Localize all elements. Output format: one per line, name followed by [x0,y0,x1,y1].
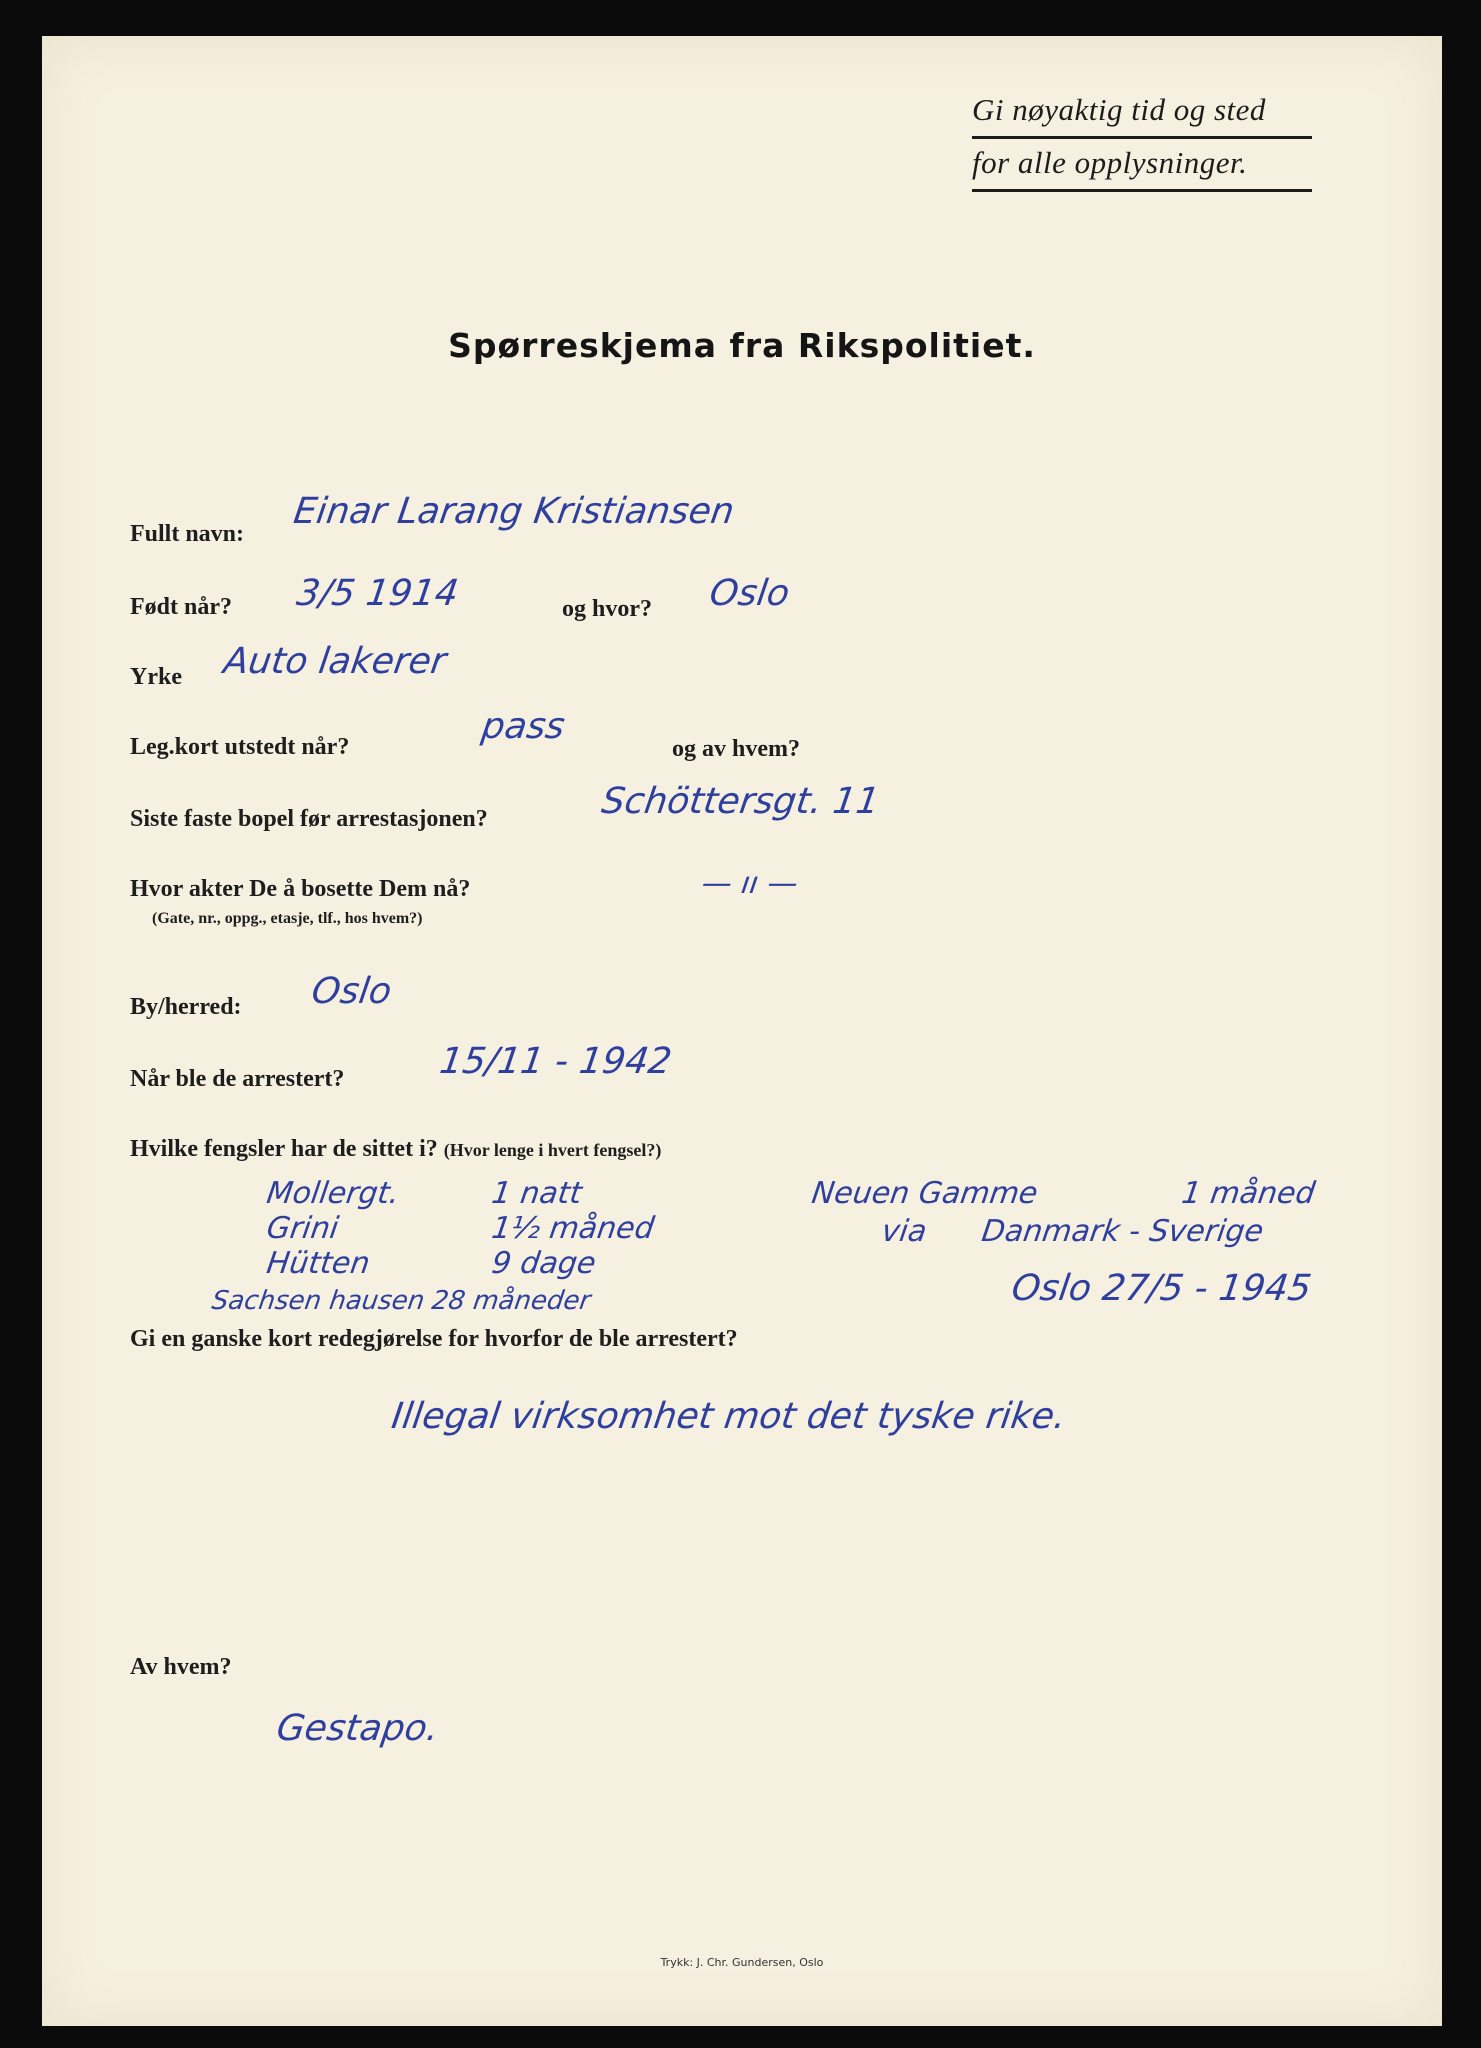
answer-born-date: 3/5 1914 [294,573,461,614]
label-born-when: Født når? [130,594,232,620]
prison-place: Hütten [264,1246,373,1281]
answer-by-whom: Gestapo. [274,1708,442,1749]
form-title: Spørreskjema fra Rikspolitiet. [448,326,1036,365]
label-full-name: Fullt navn: [130,521,245,547]
answer-full-name: Einar Larang Kristiansen [291,491,737,532]
answer-reason: Illegal virksomhet mot det tyske rike. [389,1396,1069,1437]
label-prisons-text: Hvilke fengsler har de sittet i? [130,1136,438,1162]
label-city: By/herred: [130,994,242,1020]
label-prisons [130,1136,661,1163]
hint-prisons: (Hvor lenge i hvert fengsel?) [443,1140,662,1160]
notice-line-2: for alle opplysninger. [972,139,1312,192]
answer-last-address: Schöttersgt. 11 [599,781,882,822]
prison-place: Sachsen hausen [209,1286,427,1316]
prison-place-extra: Neuen Gamme [809,1176,1040,1211]
label-by-whom: Av hvem? [130,1654,232,1680]
notice-line-1: Gi nøyaktig tid og sted [972,86,1312,139]
answer-city: Oslo [309,971,395,1012]
form-page [42,36,1442,2026]
answer-id-issued: pass [479,706,568,747]
label-arrested-when: Når ble de arrestert? [130,1066,345,1092]
answer-settle-now: — ıı — [699,866,801,901]
prison-duration: 1 natt [489,1176,585,1211]
answer-release: Oslo 27/5 - 1945 [1009,1268,1314,1309]
prison-duration: 9 dage [489,1246,599,1281]
prison-place: Mollergt. [264,1176,402,1211]
label-reason: Gi en ganske kort redegjørelse for hvorfor de ble arrestert? [130,1326,738,1352]
label-id-issued: Leg.kort utstedt når? [130,734,350,760]
label-settle-now: Hvor akter De å bosette Dem nå? [130,876,471,902]
prison-place: Grini [264,1211,341,1246]
prison-duration-extra: Danmark - Sverige [979,1214,1266,1249]
answer-arrested-when: 15/11 - 1942 [437,1041,675,1082]
label-last-address: Siste faste bopel før arrestasjonen? [130,806,488,832]
instruction-notice [972,86,1312,192]
label-born-where: og hvor? [562,596,652,622]
answer-born-place: Oslo [707,573,793,614]
prison-duration: 1½ måned [489,1211,657,1246]
prison-duration-extra: 1 måned [1179,1176,1318,1211]
printer-footer: Trykk: J. Chr. Gundersen, Oslo [660,1956,824,1969]
label-id-by-whom: og av hvem? [672,736,800,762]
prison-duration: 28 måneder [429,1286,593,1316]
answer-occupation: Auto lakerer [221,641,449,682]
hint-settle-now: (Gate, nr., oppg., etasje, tlf., hos hvem?) [152,910,423,927]
prison-place-extra: via [879,1214,929,1249]
label-occupation: Yrke [130,664,182,690]
